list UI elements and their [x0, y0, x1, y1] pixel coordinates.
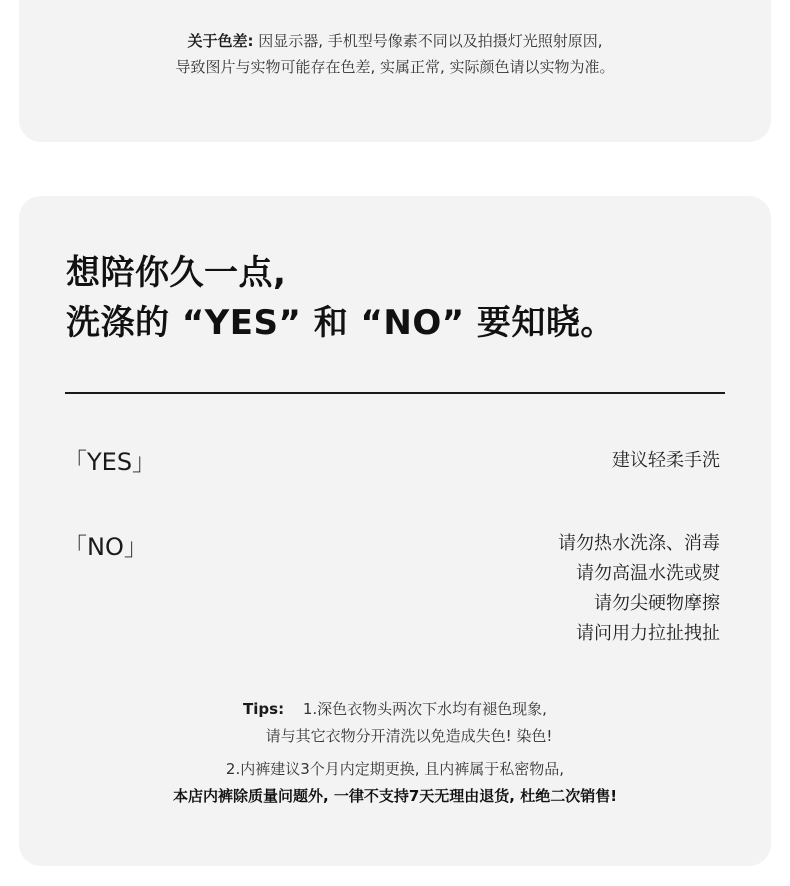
tip-2-line-2: 本店内裤除质量问题外, 一律不支持7天无理由退货, 杜绝二次销售! [172, 787, 618, 805]
headline-line-2: 洗涤的 “YES” 和 “NO” 要知晓。 [66, 303, 615, 343]
tips-label: Tips: [243, 700, 285, 718]
tip-1-line-2: 请与其它衣物分开清洗以免造成失色! 染色! [265, 727, 553, 745]
no-instruction-item: 请勿热水洗涤、消毒 [558, 533, 720, 554]
no-instruction-item: 请勿尖硬物摩擦 [594, 593, 720, 614]
tip-2-line-1: 2.内裤建议3个月内定期更换, 且内裤属于私密物品, [225, 760, 565, 778]
no-instruction-item: 请问用力拉扯拽扯 [576, 623, 720, 644]
yes-instruction: 建议轻柔手洗 [612, 450, 720, 471]
tips-section [19, 696, 771, 810]
color-note-line-1 [19, 28, 771, 54]
color-note-label: 关于色差: [187, 32, 254, 50]
care-headline [66, 248, 615, 348]
yes-tag: 「YES」 [63, 448, 157, 476]
color-note-text-1: 因显示器, 手机型号像素不同以及拍摄灯光照射原因, [258, 32, 603, 50]
color-difference-note [19, 28, 771, 80]
tip-1-line-1 [19, 696, 771, 723]
divider-line [65, 392, 725, 394]
tip-1-text: 1.深色衣物头两次下水均有褪色现象, [302, 700, 547, 718]
color-difference-card [19, 0, 771, 142]
headline-line-1: 想陪你久一点, [66, 253, 287, 293]
color-note-line-2: 导致图片与实物可能存在色差, 实属正常, 实际颜色请以实物为准。 [175, 58, 615, 76]
washing-care-card [19, 196, 771, 866]
no-instruction-item: 请勿高温水洗或熨 [576, 563, 720, 584]
no-tag: 「NO」 [63, 533, 148, 561]
no-instruction-list [558, 529, 720, 649]
